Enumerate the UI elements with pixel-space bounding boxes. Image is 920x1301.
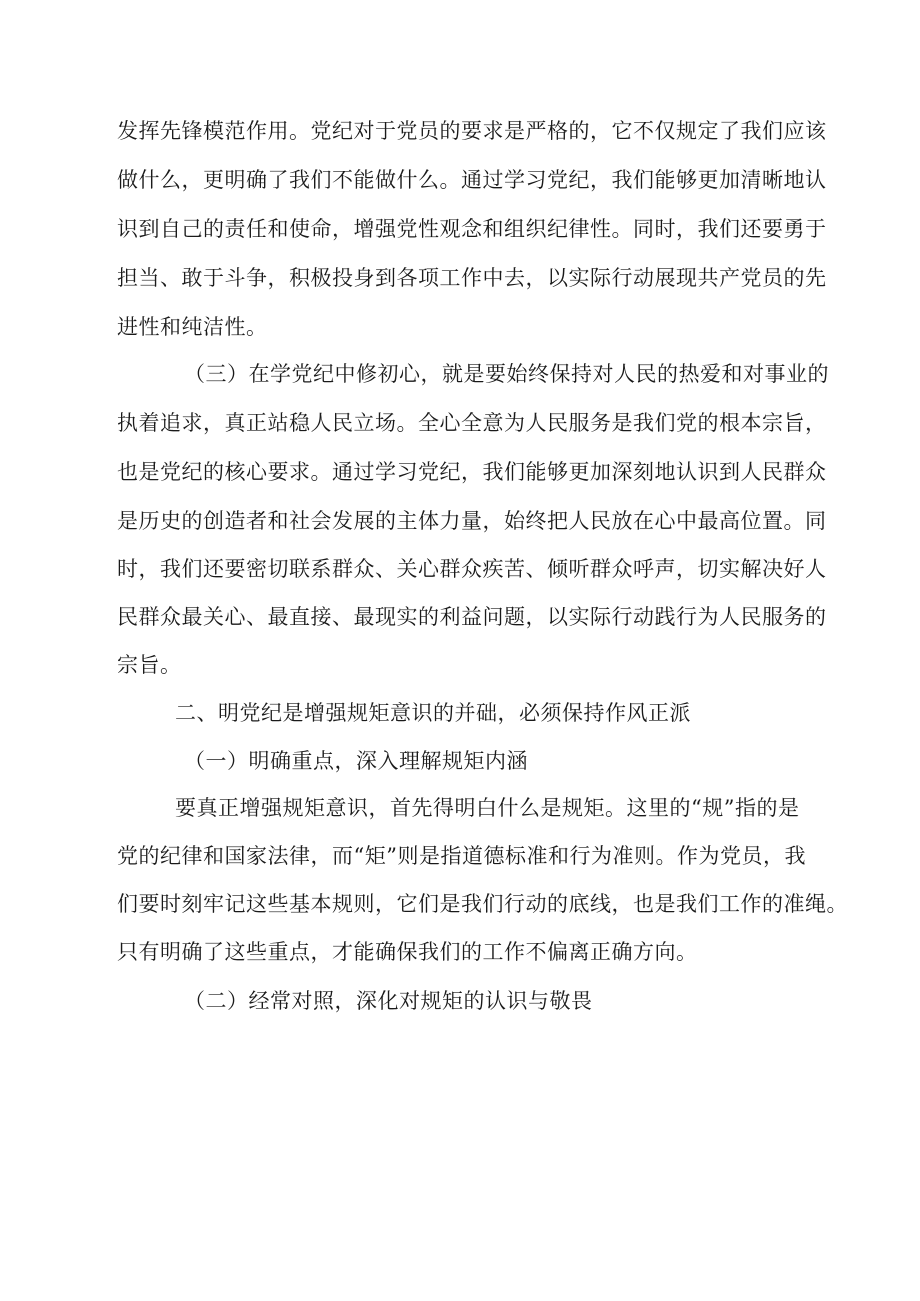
subsection-heading-2-2: （二）经常对照，深化对规矩的认识与敬畏	[184, 989, 593, 1013]
paragraph-1-line-1: 发挥先锋模范作用。党纪对于党员的要求是严格的，它不仅规定了我们应该	[117, 119, 827, 143]
paragraph-3-line-1: 要真正增强规矩意识，首先得明白什么是规矩。这里的“规”指的是	[175, 796, 800, 820]
paragraph-2-line-2: 执着追求，真正站稳人民立场。全心全意为人民服务是我们党的根本宗旨，	[117, 411, 827, 435]
paragraph-3-line-3: 们要时刻牢记这些基本规则，它们是我们行动的底线，也是我们工作的准绳。	[117, 892, 848, 916]
paragraph-1-line-5: 进性和纯洁性。	[117, 315, 268, 339]
paragraph-3-line-4: 只有明确了这些重点，才能确保我们的工作不偏离正确方向。	[117, 940, 698, 964]
paragraph-2-line-4: 是历史的创造者和社会发展的主体力量，始终把人民放在心中最高位置。同	[117, 509, 827, 533]
paragraph-1-line-4: 担当、敢于斗争，积极投身到各项工作中去，以实际行动展现共产党员的先	[117, 266, 827, 290]
paragraph-1-line-2: 做什么，更明确了我们不能做什么。通过学习党纪，我们能够更加清晰地认	[117, 168, 827, 192]
paragraph-3-line-2: 党的纪律和国家法律，而“矩”则是指道德标准和行为准则。作为党员，我	[117, 844, 806, 868]
paragraph-2-line-3: 也是党纪的核心要求。通过学习党纪，我们能够更加深刻地认识到人民群众	[117, 460, 827, 484]
paragraph-2-line-1: （三）在学党纪中修初心，就是要始终保持对人民的热爱和对事业的	[184, 362, 829, 386]
paragraph-2-line-5: 时，我们还要密切联系群众、关心群众疾苦、倾听群众呼声，切实解决好人	[117, 557, 827, 581]
section-heading-2: 二、明党纪是增强规矩意识的并础，必须保持作风正派	[175, 701, 691, 725]
subsection-heading-2-1: （一）明确重点，深入理解规矩内涵	[184, 749, 528, 773]
paragraph-1-line-3: 识到自己的责任和使命，增强党性观念和组织纪律性。同时，我们还要勇于	[117, 217, 827, 241]
paragraph-2-line-6: 民群众最关心、最直接、最现实的利益问题，以实际行动践行为人民服务的	[117, 605, 827, 629]
paragraph-2-line-7: 宗旨。	[117, 653, 182, 677]
